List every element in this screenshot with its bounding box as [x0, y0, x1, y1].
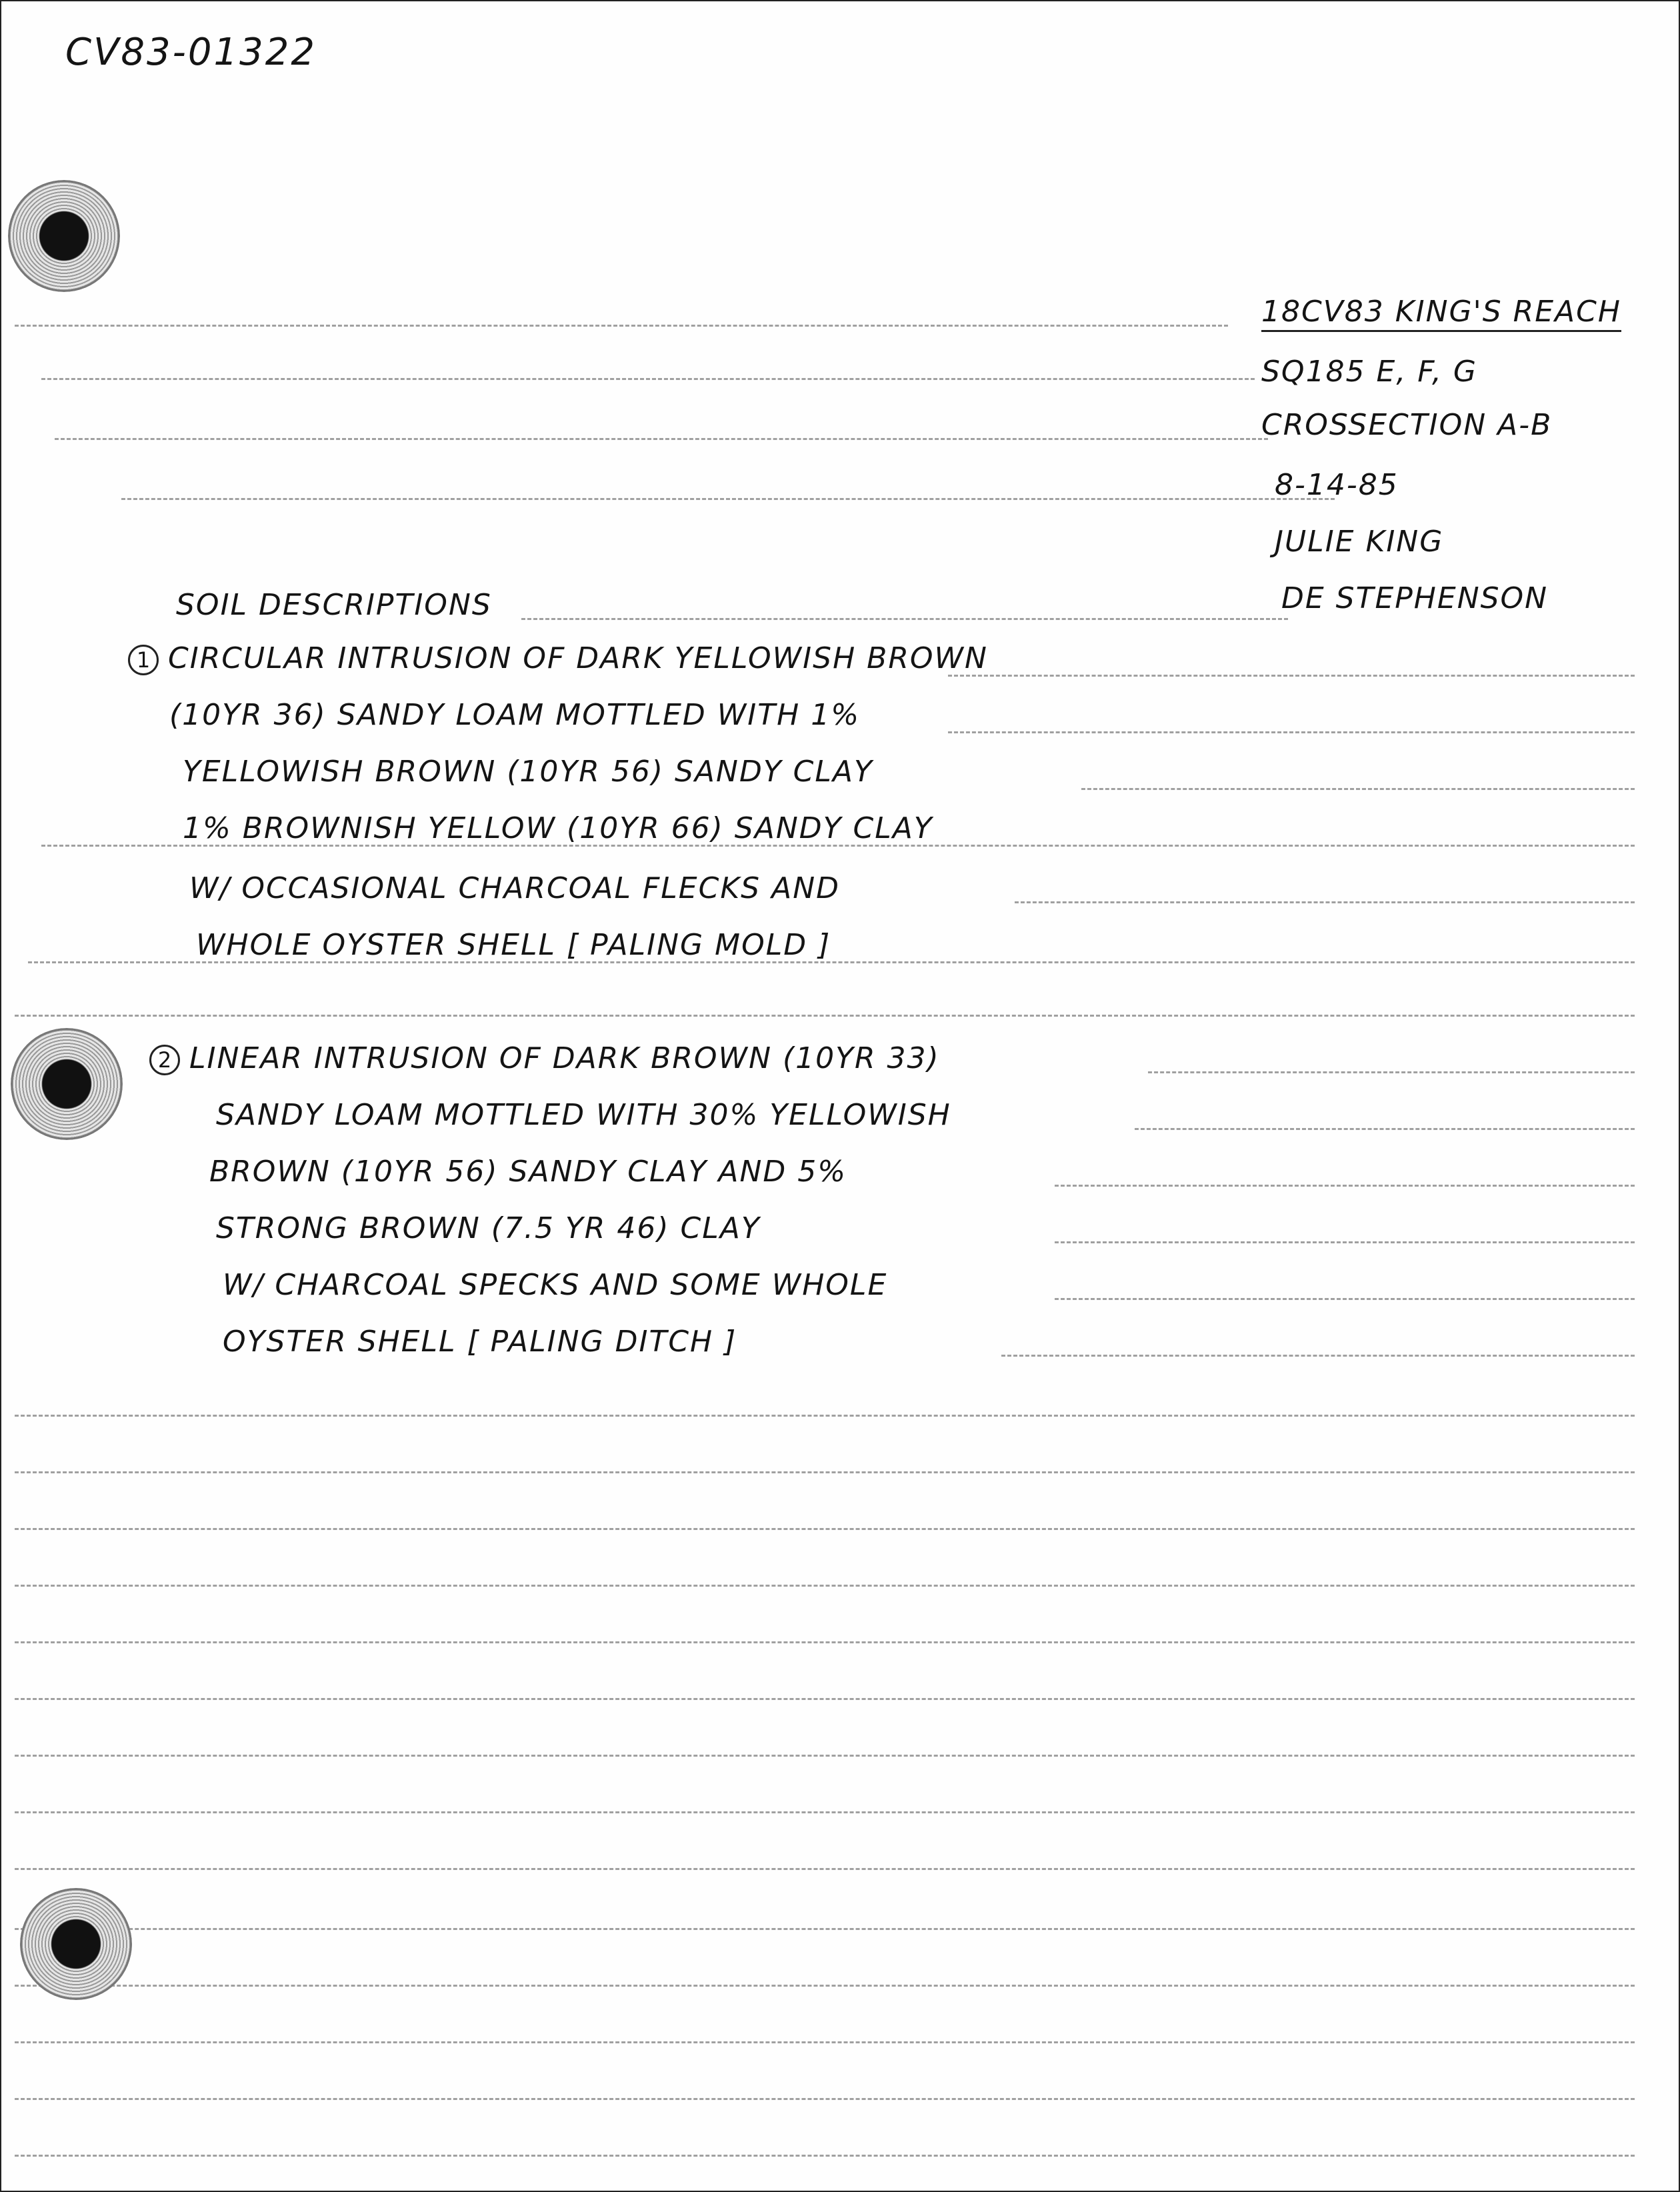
entry-2-line-1 — [149, 1041, 940, 1075]
ruled-line — [121, 498, 1335, 500]
entry-1-line-2: (10YR 36) SANDY LOAM MOTTLED WITH 1% — [169, 698, 861, 732]
recorder-name-2: DE STEPHENSON — [1281, 581, 1549, 615]
entry-1-text: CIRCULAR INTRUSION OF DARK YELLOWISH BROWN — [168, 641, 988, 675]
recorded-date: 8-14-85 — [1275, 468, 1399, 502]
entry-2-line-3: BROWN (10YR 56) SANDY CLAY AND 5% — [209, 1155, 847, 1189]
site-name: 18CV83 KING'S REACH — [1261, 295, 1621, 332]
ruled-line — [15, 1015, 1635, 1017]
entry-2-line-5: W/ CHARCOAL SPECKS AND SOME WHOLE — [223, 1268, 888, 1302]
ruled-line — [15, 1415, 1635, 1417]
entry-1-line-4: 1% BROWNISH YELLOW (10YR 66) SANDY CLAY — [183, 811, 933, 845]
entry-1-line-5: W/ OCCASIONAL CHARCOAL FLECKS AND — [189, 871, 840, 905]
ruled-line — [15, 325, 1228, 327]
ruled-line — [1135, 1128, 1635, 1130]
punch-hole-top — [8, 180, 120, 292]
ruled-line — [55, 438, 1268, 440]
ruled-line — [948, 731, 1635, 733]
entry-2-text: LINEAR INTRUSION OF DARK BROWN (10YR 33) — [189, 1041, 940, 1075]
ruled-line — [1081, 788, 1635, 790]
ruled-line — [1055, 1185, 1635, 1187]
ruled-line — [41, 378, 1255, 380]
recorder-name-1: JULIE KING — [1275, 525, 1444, 559]
entry-2-line-2: SANDY LOAM MOTTLED WITH 30% YELLOWISH — [216, 1098, 951, 1132]
ruled-line — [15, 1985, 1635, 1987]
ruled-line — [521, 618, 1288, 620]
punch-hole-middle — [11, 1028, 123, 1140]
entry-1-number: 1 — [128, 645, 159, 675]
ruled-line — [1055, 1298, 1635, 1300]
ruled-line — [15, 1811, 1635, 1813]
punch-hole-bottom — [20, 1888, 132, 2000]
entry-2-line-4: STRONG BROWN (7.5 YR 46) CLAY — [216, 1211, 761, 1245]
entry-1-line-1 — [128, 641, 988, 675]
ruled-line — [15, 1641, 1635, 1643]
ruled-line — [1015, 901, 1635, 903]
ruled-line — [948, 675, 1635, 677]
entry-1-line-6: WHOLE OYSTER SHELL [ PALING MOLD ] — [196, 928, 831, 962]
square-designation: SQ185 E, F, G — [1261, 355, 1478, 389]
entry-2-number: 2 — [149, 1045, 180, 1075]
ruled-line — [15, 1471, 1635, 1473]
document-id: CV83-01322 — [65, 31, 317, 74]
ruled-line — [15, 1698, 1635, 1700]
ruled-line — [15, 2041, 1635, 2043]
entry-1-line-3: YELLOWISH BROWN (10YR 56) SANDY CLAY — [183, 755, 873, 789]
ruled-line — [15, 1928, 1635, 1930]
ruled-line — [15, 1585, 1635, 1587]
ruled-line — [1001, 1355, 1635, 1357]
cross-section-label: CROSSECTION A-B — [1261, 408, 1553, 442]
entry-2-line-6: OYSTER SHELL [ PALING DITCH ] — [223, 1325, 737, 1359]
section-title: SOIL DESCRIPTIONS — [176, 588, 492, 622]
ruled-line — [15, 2098, 1635, 2100]
ruled-line — [15, 1528, 1635, 1530]
ruled-line — [15, 1755, 1635, 1757]
ruled-line — [1055, 1241, 1635, 1243]
ruled-line — [1148, 1071, 1635, 1073]
ruled-line — [15, 1868, 1635, 1870]
ruled-line — [15, 2155, 1635, 2157]
